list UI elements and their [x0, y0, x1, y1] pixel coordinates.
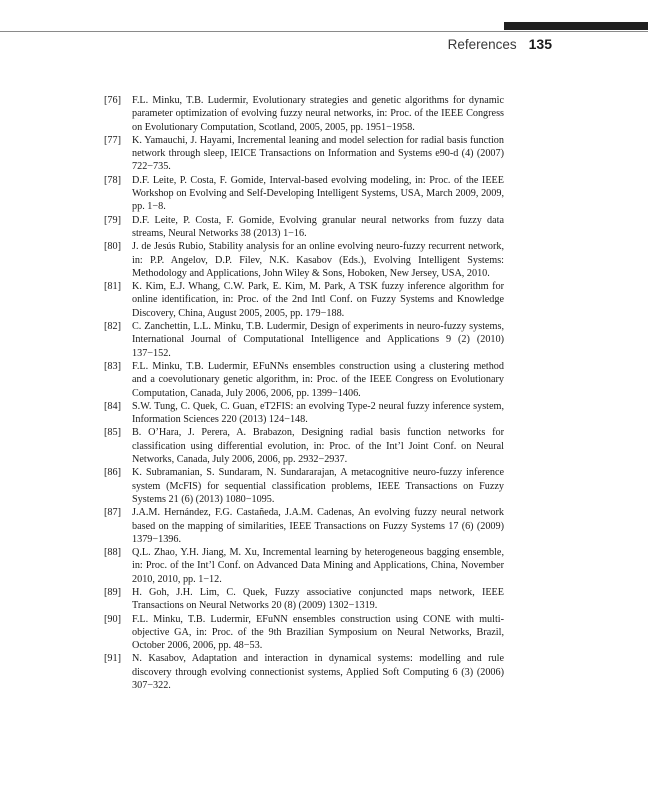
- reference-text: F.L. Minku, T.B. Ludermir, EFuNN ensembles construction using CONE with multi-objective GA, in: Proc. of the 9th Brazilian Symposium on Neural Networks, Brazil, October 2006, 2006, pp. 48−53.: [132, 613, 504, 652]
- page-number: 135: [528, 36, 552, 52]
- reference-label: [87]: [104, 507, 121, 519]
- reference-text: B. O’Hara, J. Perera, A. Brabazon, Designing radial basis function networks for classification using differential evolution, in: Proc. of the Int’l Joint Conf. on Neural Networks, Canada, July 2006, 2006, pp. 2932−2937.: [132, 427, 504, 466]
- reference-item: [104, 546, 504, 586]
- reference-label: [91]: [104, 653, 121, 665]
- reference-label: [85]: [104, 427, 121, 439]
- reference-text: D.F. Leite, P. Costa, F. Gomide, Interval-based evolving modeling, in: Proc. of the IEEE Workshop on Evolving and Self-Developing Intelligent Systems, USA, March 2009, 2009, pp. 1−8.: [132, 174, 504, 213]
- reference-item: [104, 586, 504, 613]
- reference-text: N. Kasabov, Adaptation and interaction in dynamical systems: modelling and rule discovery through evolving connectionist systems, Applied Soft Computing 6 (3) (2006) 307−322.: [132, 653, 504, 692]
- reference-item: [104, 466, 504, 506]
- reference-text: J. de Jesús Rubio, Stability analysis for an online evolving neuro-fuzzy recurrent network, in: P.P. Angelov, D.P. Filev, N.K. Kasabov (Eds.), Evolving Intelligent Systems: Methodology and Applications, John Wiley & Sons, Hoboken, New Jersey, USA, 2010.: [132, 241, 504, 279]
- reference-text: Q.L. Zhao, Y.H. Jiang, M. Xu, Incremental learning by heterogeneous bagging ensemble, in: Proc. of the Int’l Conf. on Advanced Data Mining and Applications, China, November 2010, 2010, pp. 1−12.: [132, 547, 504, 585]
- reference-item: [104, 652, 504, 692]
- reference-text: F.L. Minku, T.B. Ludermir, EFuNNs ensembles construction using a clustering method and a coevolutionary genetic algorithm, in: Proc. of the IEEE Congress on Evolutionary Computation, Canada, July 2006, 2006, pp. 1399−1406.: [132, 360, 504, 399]
- reference-text: H. Goh, J.H. Lim, C. Quek, Fuzzy associative conjuncted maps network, IEEE Transactions on Neural Networks 20 (8) (2009) 1302−1319.: [132, 586, 504, 612]
- reference-item: [104, 174, 504, 214]
- reference-text: K. Yamauchi, J. Hayami, Incremental leaning and model selection for radial basis function network through sleep, IEICE Transactions on Information and Systems e90-d (4) (2007) 722−735.: [132, 134, 504, 173]
- reference-item: [104, 320, 504, 360]
- reference-label: [90]: [104, 613, 121, 625]
- reference-label: [80]: [104, 241, 121, 253]
- reference-label: [84]: [104, 400, 121, 412]
- reference-item: [104, 134, 504, 174]
- running-head-section: References: [447, 37, 517, 52]
- reference-item: [104, 280, 504, 320]
- reference-list: [104, 94, 504, 692]
- reference-text: K. Subramanian, S. Sundaram, N. Sundararajan, A metacognitive neuro-fuzzy inference system (McFIS) for sequential classification problems, IEEE Transactions on Fuzzy Systems 21 (6) (2013) 1080−1095.: [132, 467, 504, 505]
- reference-text: F.L. Minku, T.B. Ludermir, Evolutionary strategies and genetic algorithms for dynamic parameter optimization of evolving fuzzy neural networks, in: Proc. of the IEEE Congress on Evolutionary Computation, Scotland, 2005, 2005, pp. 1951−1958.: [132, 95, 504, 133]
- reference-label: [86]: [104, 467, 121, 479]
- reference-label: [81]: [104, 281, 121, 293]
- reference-text: K. Kim, E.J. Whang, C.W. Park, E. Kim, M. Park, A TSK fuzzy inference algorithm for online identification, in: Proc. of the 2nd Intl Conf. on Fuzzy Systems and Knowledge Discovery, China, August 2005, 2005, pp. 179−188.: [132, 281, 504, 319]
- reference-label: [88]: [104, 547, 121, 559]
- header-rule: [0, 31, 648, 32]
- reference-item: [104, 506, 504, 546]
- reference-item: [104, 94, 504, 134]
- reference-text: D.F. Leite, P. Costa, F. Gomide, Evolving granular neural networks from fuzzy data streams, Neural Networks 38 (2013) 1−16.: [132, 214, 504, 239]
- reference-text: S.W. Tung, C. Quek, C. Guan, eT2FIS: an evolving Type-2 neural fuzzy inference system, Information Sciences 220 (2013) 124−148.: [132, 400, 504, 426]
- reference-item: [104, 360, 504, 400]
- header-accent-bar: [504, 22, 648, 30]
- reference-label: [82]: [104, 321, 121, 333]
- reference-item: [104, 240, 504, 280]
- reference-label: [78]: [104, 174, 121, 186]
- reference-label: [89]: [104, 586, 121, 598]
- reference-label: [77]: [104, 134, 121, 146]
- reference-text: J.A.M. Hernández, F.G. Castañeda, J.A.M. Cadenas, An evolving fuzzy neural network based on the mapping of similarities, IEEE Transactions on Fuzzy Systems 17 (6) (2009) 1379−1396.: [132, 507, 504, 545]
- reference-label: [83]: [104, 360, 121, 372]
- reference-item: [104, 214, 504, 241]
- reference-item: [104, 613, 504, 653]
- reference-text: C. Zanchettin, L.L. Minku, T.B. Ludermir, Design of experiments in neuro-fuzzy systems, International Journal of Computational Intelligence and Applications 9 (2) (2010) 137−152.: [132, 321, 504, 359]
- reference-item: [104, 400, 504, 427]
- reference-label: [76]: [104, 95, 121, 106]
- reference-label: [79]: [104, 214, 121, 226]
- running-head: [448, 36, 552, 52]
- reference-item: [104, 426, 504, 466]
